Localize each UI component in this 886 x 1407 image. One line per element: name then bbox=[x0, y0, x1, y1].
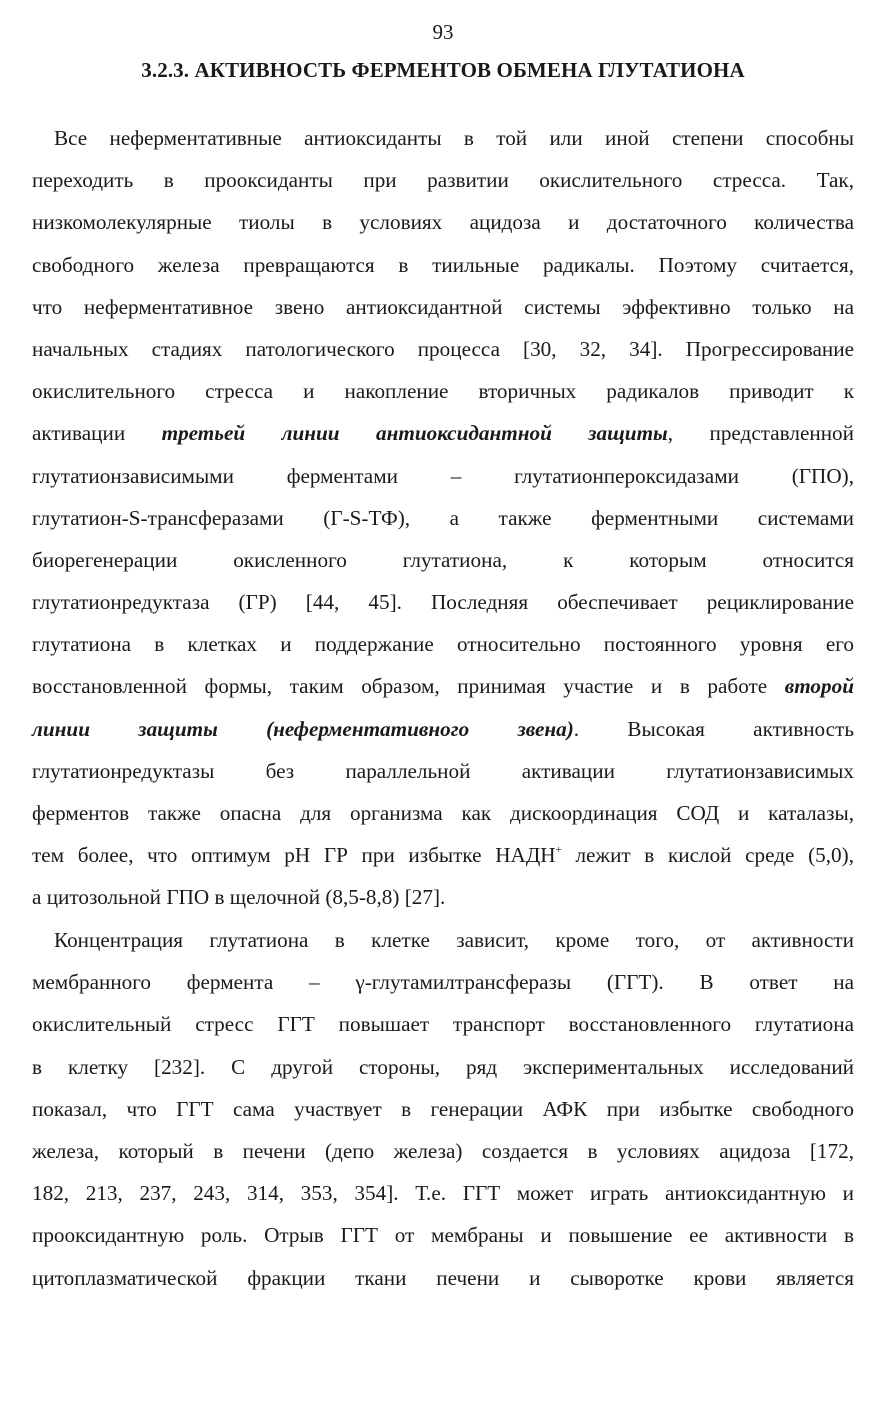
text-line: прооксидантную роль. Отрыв ГГТ от мембраны и повышение ее активности в bbox=[32, 1223, 854, 1248]
text-line: в клетку [232]. С другой стороны, ряд экспериментальных исследований bbox=[32, 1054, 854, 1079]
text-run: восстановленной формы, таким образом, принимая участие и в работе bbox=[32, 674, 785, 699]
text-line: переходить в прооксиданты при развитии окислительного стресса. Так, bbox=[32, 168, 854, 193]
text-line: мембранного фермента – γ-глутамилтрансферазы (ГГТ). В ответ на bbox=[32, 970, 854, 995]
text-line: ферментов также опасна для организма как дискоординация СОД и каталазы, bbox=[32, 801, 854, 825]
text-line: низкомолекулярные тиолы в условиях ацидоза и достаточного количества bbox=[32, 210, 854, 235]
text-line: глутатионзависимыми ферментами – глутатионпероксидазами (ГПО), bbox=[32, 463, 854, 488]
text-line: окислительного стресса и накопление вторичных радикалов приводит к bbox=[32, 379, 854, 404]
text-line: биорегенерации окисленного глутатиона, к которым относится bbox=[32, 547, 854, 572]
text-line: цитоплазматической фракции ткани печени и сыворотке крови является bbox=[32, 1265, 854, 1290]
text-run: лежит в кислой среде (5,0), bbox=[561, 843, 854, 868]
text-run: . Высокая активность bbox=[573, 716, 854, 741]
text-run: активации bbox=[32, 421, 162, 446]
text-line: глутатион-S-трансферазами (Г-S-ТФ), а также ферментными системами bbox=[32, 505, 854, 530]
text-line: железа, который в печени (депо железа) создается в условиях ацидоза [172, bbox=[32, 1138, 854, 1163]
text-line: что неферментативное звено антиоксидантной системы эффективно только на bbox=[32, 294, 854, 319]
text-line: Концентрация глутатиона в клетке зависит, кроме того, от активности bbox=[54, 928, 854, 952]
text-line: показал, что ГГТ сама участвует в генерации АФК при избытке свободного bbox=[32, 1096, 854, 1121]
text-line: глутатионредуктаза (ГР) [44, 45]. Последняя обеспечивает рециклирование bbox=[32, 590, 854, 615]
emphasis-second-line-defense: линии защиты (неферментативного звена) bbox=[32, 716, 574, 741]
text-line bbox=[32, 665, 854, 707]
paragraph-2 bbox=[32, 919, 854, 1299]
text-line: Все нeферментативные антиоксиданты в той или иной степени способны bbox=[54, 126, 854, 150]
text-line: свободного железа превращаются в тиильные радикалы. Поэтому считается, bbox=[32, 252, 854, 277]
page-number: 93 bbox=[432, 20, 454, 44]
section-heading: 3.2.3. АКТИВНОСТЬ ФЕРМЕНТОВ ОБМЕНА ГЛУТАТИОНА bbox=[141, 58, 745, 82]
text-line bbox=[32, 708, 854, 750]
superscript-plus: + bbox=[555, 844, 562, 857]
text-line: а цитозольной ГПО в щелочной (8,5-8,8) [27]. bbox=[32, 885, 446, 910]
text-line: 182, 213, 237, 243, 314, 353, 354]. Т.е. ГГТ может играть антиоксидантную и bbox=[32, 1181, 854, 1206]
text-line: глутатионредуктазы без параллельной активации глутатионзависимых bbox=[32, 758, 854, 783]
emphasis-third-line-defense: третьей линии антиоксидантной защиты bbox=[161, 421, 668, 446]
text-line: глутатиона в клетках и поддержание относительно постоянного уровня его bbox=[32, 632, 854, 657]
text-run: , представленной bbox=[667, 421, 854, 446]
text-run: тем более, что оптимум pH ГР при избытке НАДН bbox=[32, 843, 556, 868]
text-line bbox=[32, 412, 854, 454]
emphasis-second: второй bbox=[784, 674, 854, 699]
text-line: начальных стадиях патологического процесса [30, 32, 34]. Прогрессирование bbox=[32, 336, 854, 361]
text-line bbox=[32, 834, 854, 876]
paragraph-1 bbox=[32, 117, 854, 919]
text-line: окислительный стресс ГГТ повышает транспорт восстановленного глутатиона bbox=[32, 1012, 854, 1037]
